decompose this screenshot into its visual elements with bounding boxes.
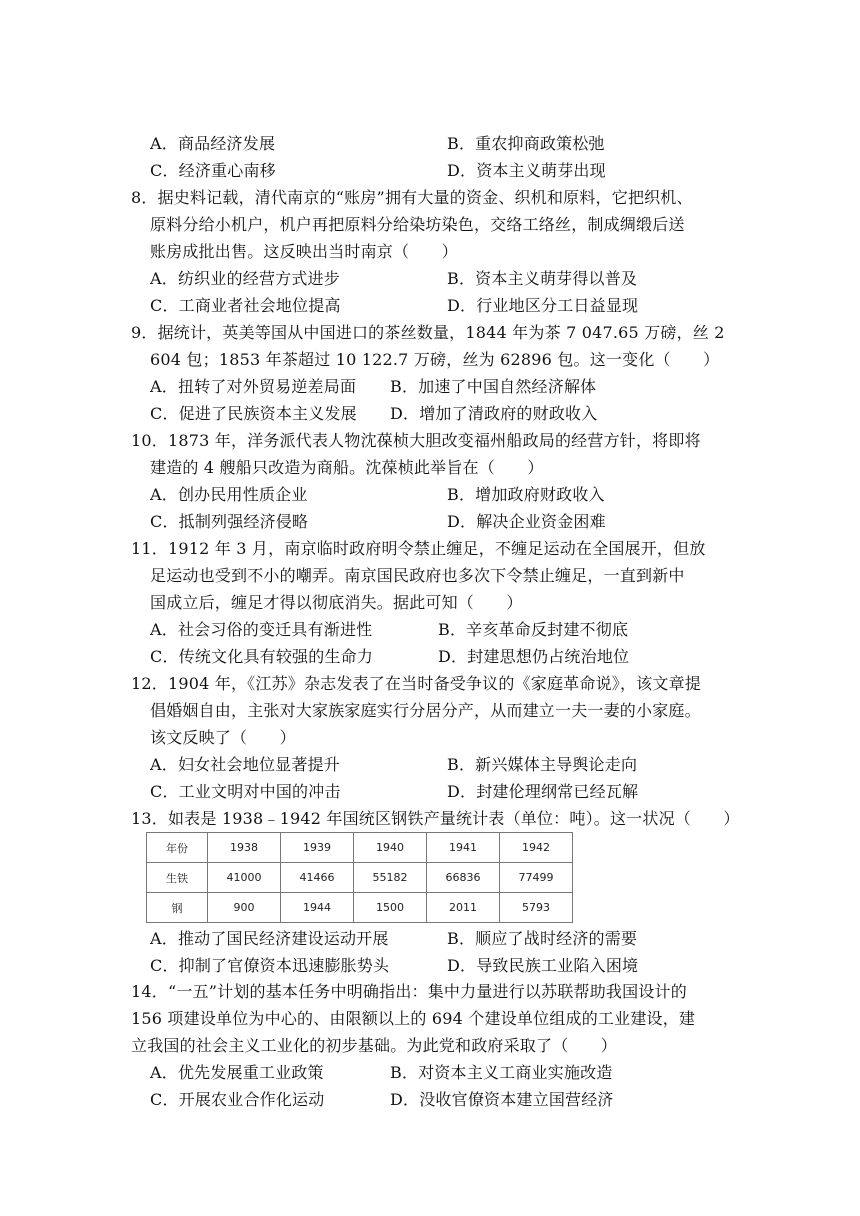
q14-stem-line-1: 14．“一五”计划的基本任务中明确指出：集中力量进行以苏联帮助我国设计的 [131,982,687,1001]
q10-option-d: D．解决企业资金困难 [447,512,606,531]
q13-option-d: D．导致民族工业陷入困境 [447,956,639,975]
q7-option-b: B．重农抑商政策松弛 [447,134,605,153]
q8-option-d: D．行业地区分工日益显现 [447,296,639,315]
q12-option-b: B．新兴媒体主导舆论走向 [447,755,638,774]
table-cell: 41466 [281,863,354,893]
table-cell: 55182 [354,863,427,893]
q13-option-b: B．顺应了战时经济的需要 [447,929,638,948]
table-cell: 1944 [281,893,354,923]
q10-option-a: A．创办民用性质企业 [150,485,308,504]
q7-option-c: C．经济重心南移 [150,161,276,180]
table-row [147,863,573,893]
q9-stem-line-2: 604 包；1853 年茶超过 10 122.7 万磅，丝为 62896 包。这一变化（ ） [150,350,720,369]
table-cell: 900 [208,893,281,923]
q8-stem-line-1: 8．据史料记载，清代南京的“账房”拥有大量的资金、织机和原料，它把织机、 [131,188,693,207]
table-cell: 41000 [208,863,281,893]
q14-option-c: C．开展农业合作化运动 [150,1090,325,1109]
q13-option-a: A．推动了国民经济建设运动开展 [150,929,389,948]
q13-option-c: C．抑制了官僚资本迅速膨胀势头 [150,956,390,975]
table-cell: 2011 [427,893,500,923]
q11-stem-line-1: 11．1912 年 3 月，南京临时政府明令禁止缠足，不缠足运动在全国展开，但放 [131,539,706,558]
steel-output-table [146,832,573,923]
q11-stem-line-3: 国成立后，缠足才得以彻底消失。据此可知（ ） [150,593,523,612]
q14-option-a: A．优先发展重工业政策 [150,1063,324,1082]
table-row [147,893,573,923]
table-cell: 5793 [500,893,573,923]
q10-option-b: B．增加政府财政收入 [447,485,605,504]
q10-stem-line-2: 建造的 4 艘船只改造为商船。沈葆桢此举旨在（ ） [150,458,544,477]
q14-stem-line-3: 立我国的社会主义工业化的初步基础。为此党和政府采取了（ ） [131,1036,618,1055]
q10-option-c: C．抵制列强经济侵略 [150,512,309,531]
table-header-cell: 年份 [147,833,208,863]
q13-stem-line-1: 13．如表是 1938﹣1942 年国统区钢铁产量统计表（单位：吨）。这一状况（ ） [131,809,740,828]
table-cell: 生铁 [147,863,208,893]
q9-option-c: C．促进了民族资本主义发展 [150,404,357,423]
q9-option-b: B．加速了中国自然经济解体 [390,377,597,396]
table-cell: 66836 [427,863,500,893]
table-header-cell: 1938 [208,833,281,863]
table-header-cell: 1942 [500,833,573,863]
q8-stem-line-3: 账房成批出售。这反映出当时南京（ ） [150,242,458,261]
q10-stem-line-1: 10．1873 年，洋务派代表人物沈葆桢大胆改变福州船政局的经营方针，将即将 [131,431,701,450]
q14-stem-line-2: 156 项建设单位为中心的、由限额以上的 694 个建设单位组成的工业建设，建 [131,1009,696,1028]
q9-option-a: A．扭转了对外贸易逆差局面 [150,377,357,396]
q11-stem-line-2: 足运动也受到不小的嘲弄。南京国民政府也多次下令禁止缠足，一直到新中 [150,566,685,585]
q11-option-b: B．辛亥革命反封建不彻底 [438,620,629,639]
table-header-cell: 1940 [354,833,427,863]
q8-option-c: C．工商业者社会地位提高 [150,296,341,315]
q11-option-d: D．封建思想仍占统治地位 [438,647,630,666]
q8-stem-line-2: 原料分给小机户，机户再把原料分给染坊染色，交络工络丝，制成绸缎后送 [150,215,685,234]
q8-option-b: B．资本主义萌芽得以普及 [447,269,638,288]
table-cell: 77499 [500,863,573,893]
table-cell: 1500 [354,893,427,923]
q12-option-d: D．封建伦理纲常已经瓦解 [447,782,639,801]
q14-option-d: D．没收官僚资本建立国营经济 [390,1090,614,1109]
q11-option-a: A．社会习俗的变迁具有渐进性 [150,620,373,639]
q11-option-c: C．传统文化具有较强的生命力 [150,647,374,666]
q12-option-c: C．工业文明对中国的冲击 [150,782,341,801]
q12-stem-line-1: 12．1904 年，《江苏》杂志发表了在当时备受争议的《家庭革命说》，该文章提 [131,674,701,693]
table-header-row [147,833,573,863]
q9-stem-line-1: 9．据统计，英美等国从中国进口的茶丝数量，1844 年为茶 7 047.65 万磅，丝 2 [131,323,725,342]
q7-option-a: A．商品经济发展 [150,134,276,153]
q12-stem-line-2: 倡婚姻自由，主张对大家族家庭实行分居分产，从而建立一夫一妻的小家庭。 [150,701,701,720]
table-header-cell: 1939 [281,833,354,863]
q12-stem-line-3: 该文反映了（ ） [150,728,296,747]
q12-option-a: A．妇女社会地位显著提升 [150,755,340,774]
q8-option-a: A．纺织业的经营方式进步 [150,269,340,288]
table-header-cell: 1941 [427,833,500,863]
q9-option-d: D．增加了清政府的财政收入 [390,404,598,423]
table-cell: 钢 [147,893,208,923]
q7-option-d: D．资本主义萌芽出现 [447,161,606,180]
q14-option-b: B．对资本主义工商业实施改造 [390,1063,613,1082]
